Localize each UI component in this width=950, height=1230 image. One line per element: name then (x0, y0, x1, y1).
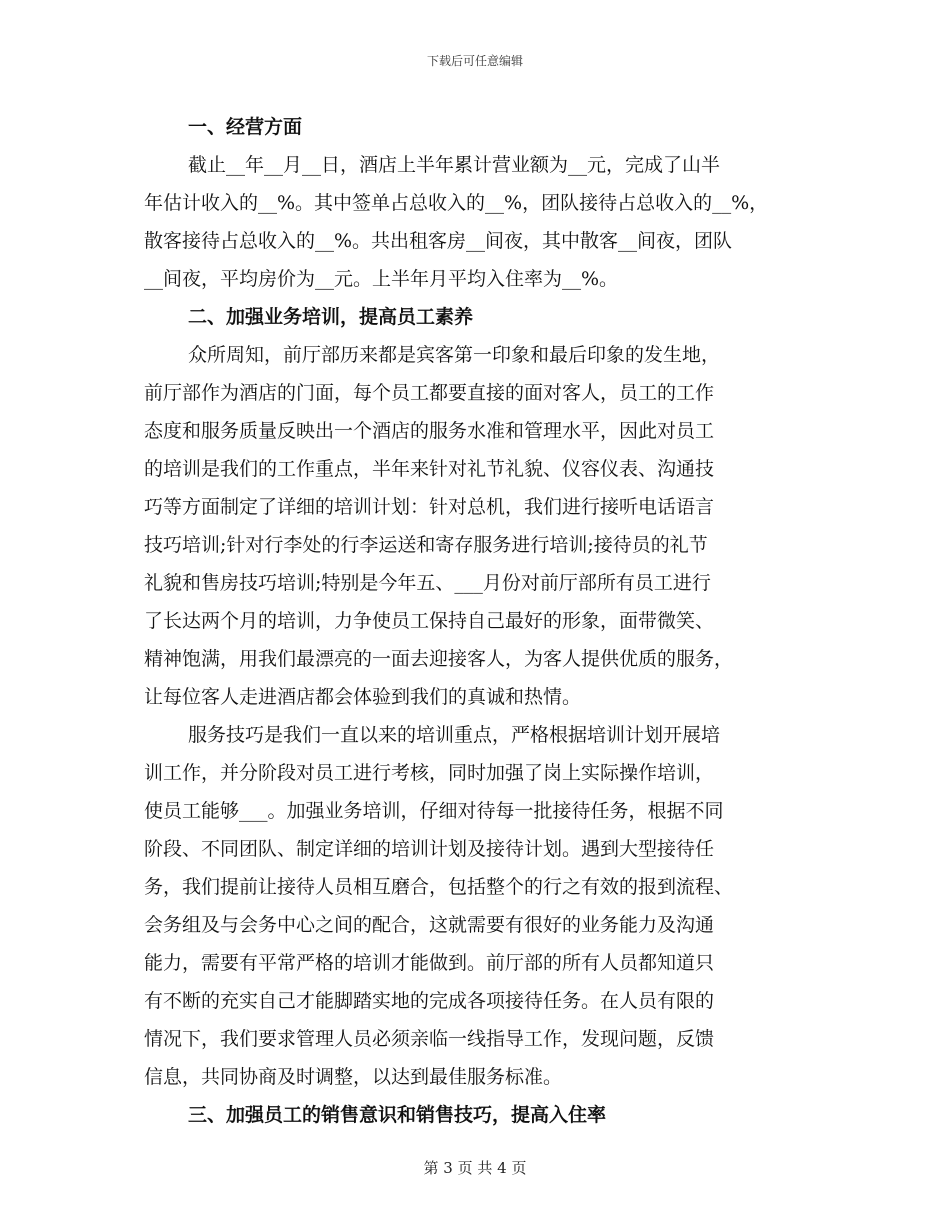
text-line: 训工作，并分阶段对员工进行考核，同时加强了岗上实际操作培训， (144, 762, 715, 784)
header-note: 下载后可任意编辑 (426, 54, 523, 68)
document-body (144, 108, 816, 1134)
paragraph (144, 336, 816, 716)
text-line: 散客接待占总收入的__%。共出租客房__间夜，其中散客__间夜，团队 (144, 230, 733, 252)
text-line: 年估计收入的__%。其中签单占总收入的__%，团队接待占总收入的__%， (144, 192, 769, 214)
text-line: __间夜，平均房价为__元。上半年月平均入住率为__%。 (144, 268, 619, 290)
text-line: 精神饱满，用我们最漂亮的一面去迎接客人，为客人提供优质的服务， (144, 648, 734, 670)
section-heading: 三、加强员工的销售意识和销售技巧，提高入住率 (188, 1104, 607, 1126)
text-line: 礼貌和售房技巧培训;特别是今年五、___月份对前厅部所有员工进行 (144, 572, 711, 594)
text-line: 了长达两个月的培训，力争使员工保持自己最好的形象，面带微笑、 (144, 610, 715, 632)
text-line: 能力，需要有平常严格的培训才能做到。前厅部的所有人员都知道只 (144, 952, 715, 974)
text-line: 信息，共同协商及时调整，以达到最佳服务标准。 (144, 1066, 563, 1088)
text-line: 巧等方面制定了详细的培训计划：针对总机，我们进行接听电话语言 (144, 496, 715, 518)
text-line: 阶段、不同团队、制定详细的培训计划及接待计划。遇到大型接待任 (144, 838, 715, 860)
text-line: 有不断的充实自己才能脚踏实地的完成各项接待任务。在人员有限的 (144, 990, 715, 1012)
text-line: 前厅部作为酒店的门面，每个员工都要直接的面对客人，员工的工作 (144, 382, 715, 404)
paragraph (144, 716, 816, 1096)
section-heading: 一、经营方面 (188, 116, 303, 138)
text-line: 众所周知，前厅部历来都是宾客第一印象和最后印象的发生地， (188, 344, 721, 366)
page-number: 第 3 页 共 4 页 (423, 1159, 527, 1177)
text-line: 会务组及与会务中心之间的配合，这就需要有很好的业务能力及沟通 (144, 914, 715, 936)
text-line: 使员工能够___。加强业务培训，仔细对待每一批接待任务，根据不同 (144, 800, 724, 822)
paragraph (144, 146, 816, 298)
text-line: 态度和服务质量反映出一个酒店的服务水准和管理水平，因此对员工 (144, 420, 715, 442)
text-line: 截止__年__月__日，酒店上半年累计营业额为__元，完成了山半 (188, 154, 721, 176)
text-line: 让每位客人走进酒店都会体验到我们的真诚和热情。 (144, 686, 582, 708)
section-heading: 二、加强业务培训，提高员工素养 (188, 306, 474, 328)
text-line: 服务技巧是我们一直以来的培训重点，严格根据培训计划开展培 (188, 724, 721, 746)
text-line: 的培训是我们的工作重点，半年来针对礼节礼貌、仪容仪表、沟通技 (144, 458, 715, 480)
text-line: 技巧培训;针对行李处的行李运送和寄存服务进行培训;接待员的礼节 (144, 534, 708, 556)
text-line: 情况下，我们要求管理人员必须亲临一线指导工作，发现问题，反馈 (144, 1028, 715, 1050)
text-line: 务，我们提前让接待人员相互磨合，包括整个的行之有效的报到流程、 (144, 876, 734, 898)
